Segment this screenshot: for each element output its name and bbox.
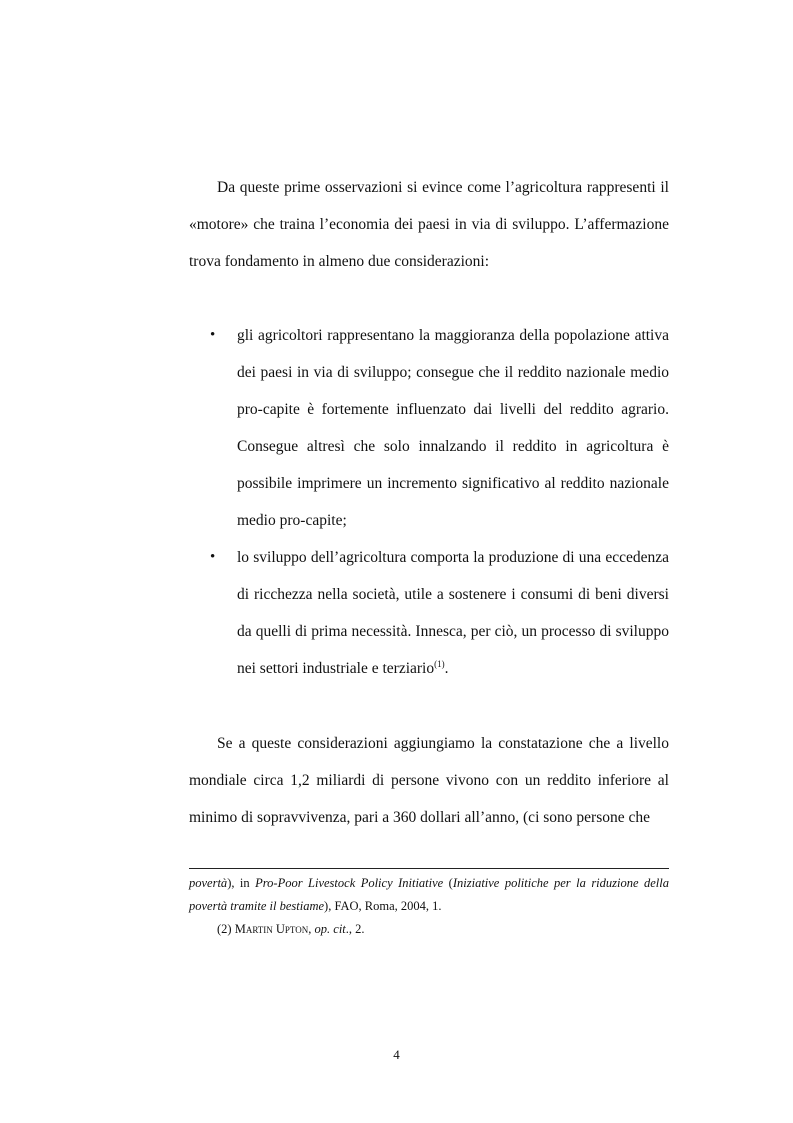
bullet-icon: • bbox=[210, 327, 216, 343]
considerations-list bbox=[189, 317, 669, 687]
list-item-end: . bbox=[444, 660, 449, 677]
footnote-text: ), FAO, Roma, 2004, 1. bbox=[324, 899, 442, 913]
footnote-number: (2) bbox=[217, 922, 235, 936]
list-item bbox=[189, 539, 669, 687]
footnote-text: ), in bbox=[227, 876, 256, 890]
footnote-separator bbox=[189, 868, 669, 869]
footnote-text: , bbox=[308, 922, 315, 936]
footnote-text: ., 2. bbox=[345, 922, 365, 936]
intro-paragraph: Da queste prime osservazioni si evince come l’agricoltura rappresenti il «motore» che traina l’economia dei paesi in via di sviluppo. L’affermazione trova fondamento in almeno due considerazioni: bbox=[189, 179, 669, 270]
list-item-text: gli agricoltori rappresentano la maggioranza della popolazione attiva dei paesi in via di sviluppo; consegue che il reddito nazionale medio pro-capite è fortemente influenzato dai livelli del reddito agrario. Consegue altresì che solo innalzando il reddito in agricoltura è possibile imprimere un incremento significativo al reddito nazionale medio pro-capite; bbox=[237, 327, 669, 529]
footnote-1-continuation bbox=[189, 872, 669, 918]
footnote-text: ( bbox=[443, 876, 453, 890]
footnote-reference[interactable]: (1) bbox=[434, 659, 445, 669]
list-item bbox=[189, 317, 669, 539]
bullet-icon: • bbox=[210, 549, 216, 565]
footnote-author: Martin Upton bbox=[234, 922, 309, 936]
footnote-italic: povertà bbox=[189, 876, 228, 890]
list-item-text: lo sviluppo dell’agricoltura comporta la produzione di una eccedenza di ricchezza nella società, utile a sostenere i consumi di beni diversi da quelli di prima necessità. Innesca, per ciò, un processo di sviluppo nei settori industriale e terziario bbox=[237, 549, 669, 677]
footnote-italic: Iniziative politiche per la riduzione della povertà tramite il bestiame bbox=[189, 876, 669, 913]
footnote-italic: op. cit bbox=[314, 922, 346, 936]
footnote-italic: Pro-Poor Livestock Policy Initiative bbox=[255, 876, 444, 890]
footnote-2 bbox=[189, 918, 669, 941]
page-number: 4 bbox=[393, 1047, 400, 1062]
second-paragraph: Se a queste considerazioni aggiungiamo la constatazione che a livello mondiale circa 1,2 miliardi di persone vivono con un reddito inferiore al minimo di sopravvivenza, pari a 360 dollari all’anno, (ci sono persone che bbox=[189, 735, 669, 826]
